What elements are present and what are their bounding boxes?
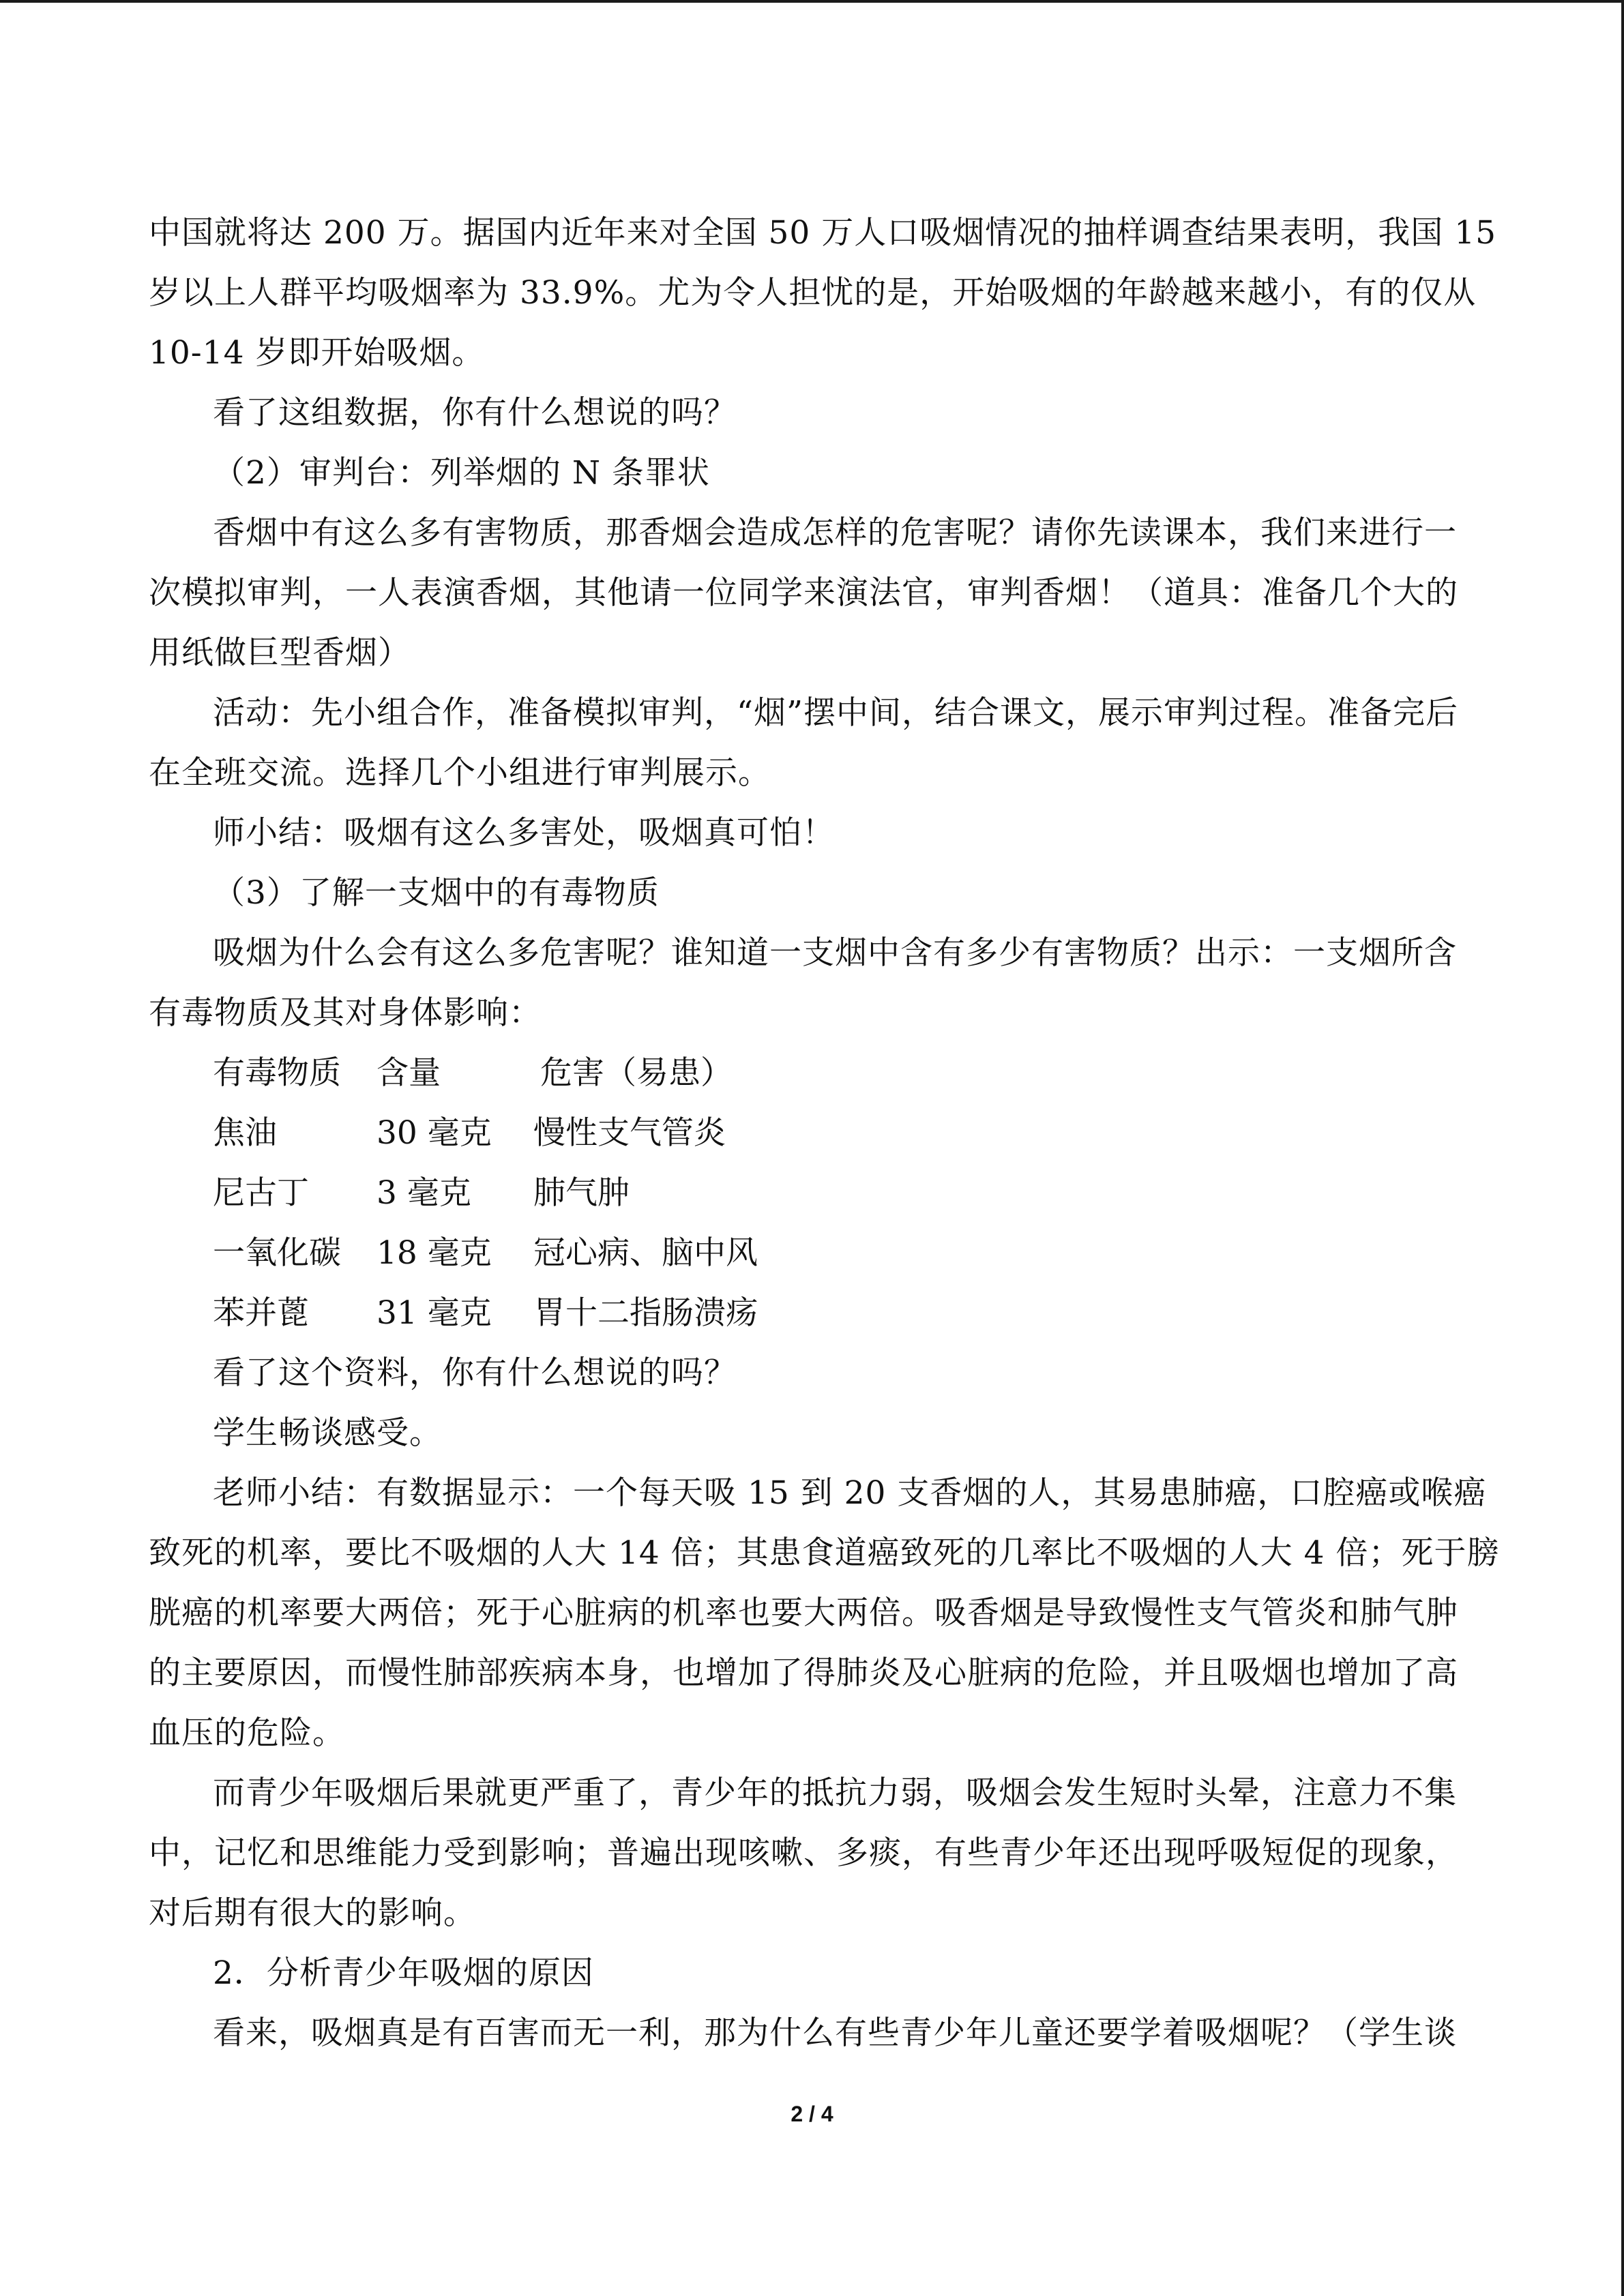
paragraph-line: 岁以上人群平均吸烟率为 33.9%。尤为令人担忧的是，开始吸烟的年龄越来越小，有的仅从 (149, 274, 1477, 312)
table-cell: 慢性支气管炎 (533, 1114, 726, 1152)
paragraph-line: 次模拟审判，一人表演香烟，其他请一位同学来演法官，审判香烟！（道具：准备几个大的 (149, 574, 1458, 612)
paragraph-line: 对后期有很大的影响。 (149, 1894, 476, 1932)
table-cell: 30 毫克 (377, 1114, 492, 1152)
paragraph-line: 胱癌的机率要大两倍；死于心脏病的机率也要大两倍。吸香烟是导致慢性支气管炎和肺气肿 (149, 1594, 1458, 1632)
paragraph-line: 而青少年吸烟后果就更严重了，青少年的抵抗力弱，吸烟会发生短时头晕，注意力不集 (213, 1774, 1457, 1812)
table-cell: 3 毫克 (377, 1174, 471, 1212)
table-cell: 焦油 (213, 1114, 277, 1152)
table-cell: 尼古丁 (213, 1174, 309, 1212)
page-number: 2 / 4 (791, 2102, 833, 2126)
teacher-summary: 师小结：吸烟有这么多害处，吸烟真可怕！ (213, 814, 835, 852)
table-header-cell: 含量 (377, 1054, 441, 1092)
paragraph-line: 致死的机率，要比不吸烟的人大 14 倍；其患食道癌致死的几率比不吸烟的人大 4 倍；死于膀 (149, 1534, 1500, 1572)
paragraph-line: 中，记忆和思维能力受到影响；普遍出现咳嗽、多痰，有些青少年还出现呼吸短促的现象， (149, 1834, 1458, 1872)
student-activity: 学生畅谈感受。 (213, 1414, 442, 1452)
paragraph-line: 血压的危险。 (149, 1714, 345, 1752)
table-header-cell: 有毒物质 (213, 1054, 341, 1092)
table-cell: 冠心病、脑中风 (533, 1234, 758, 1272)
table-cell: 肺气肿 (533, 1174, 630, 1212)
paragraph-line: 吸烟为什么会有这么多危害呢？谁知道一支烟中含有多少有害物质？出示：一支烟所含 (213, 934, 1457, 972)
paragraph-line: 的主要原因，而慢性肺部疾病本身，也增加了得肺炎及心脏病的危险，并且吸烟也增加了高 (149, 1654, 1458, 1692)
section-heading: （2）审判台：列举烟的 N 条罪状 (213, 454, 710, 492)
table-cell: 一氧化碳 (213, 1234, 341, 1272)
table-cell: 苯并蓖 (213, 1294, 309, 1332)
paragraph-line: 看来，吸烟真是有百害而无一利，那为什么有些青少年儿童还要学着吸烟呢？（学生谈 (213, 2014, 1457, 2052)
paragraph-line: 活动：先小组合作，准备模拟审判，“烟”摆中间，结合课文，展示审判过程。准备完后 (213, 694, 1459, 732)
section-heading: （3）了解一支烟中的有毒物质 (213, 874, 660, 912)
paragraph-line: 用纸做巨型香烟） (149, 634, 411, 672)
question-text: 看了这组数据，你有什么想说的吗？ (213, 394, 737, 432)
paragraph-line: 有毒物质及其对身体影响： (149, 994, 542, 1032)
paragraph-line: 10-14 岁即开始吸烟。 (149, 334, 485, 372)
table-cell: 31 毫克 (377, 1294, 492, 1332)
table-header-cell: 危害（易患） (540, 1054, 733, 1092)
paragraph-line: 老师小结：有数据显示：一个每天吸 15 到 20 支香烟的人，其易患肺癌，口腔癌或喉癌 (213, 1474, 1487, 1512)
section-heading: 2．分析青少年吸烟的原因 (213, 1954, 594, 1992)
paragraph-line: 在全班交流。选择几个小组进行审判展示。 (149, 754, 771, 792)
page-right-border (1621, 0, 1624, 2296)
page-top-border (0, 0, 1624, 3)
question-text: 看了这个资料，你有什么想说的吗？ (213, 1354, 737, 1392)
table-cell: 18 毫克 (377, 1234, 492, 1272)
paragraph-line: 中国就将达 200 万。据国内近年来对全国 50 万人口吸烟情况的抽样调查结果表明，我国 15 (149, 214, 1497, 252)
table-cell: 胃十二指肠溃疡 (533, 1294, 758, 1332)
paragraph-line: 香烟中有这么多有害物质，那香烟会造成怎样的危害呢？请你先读课本，我们来进行一 (213, 514, 1457, 552)
